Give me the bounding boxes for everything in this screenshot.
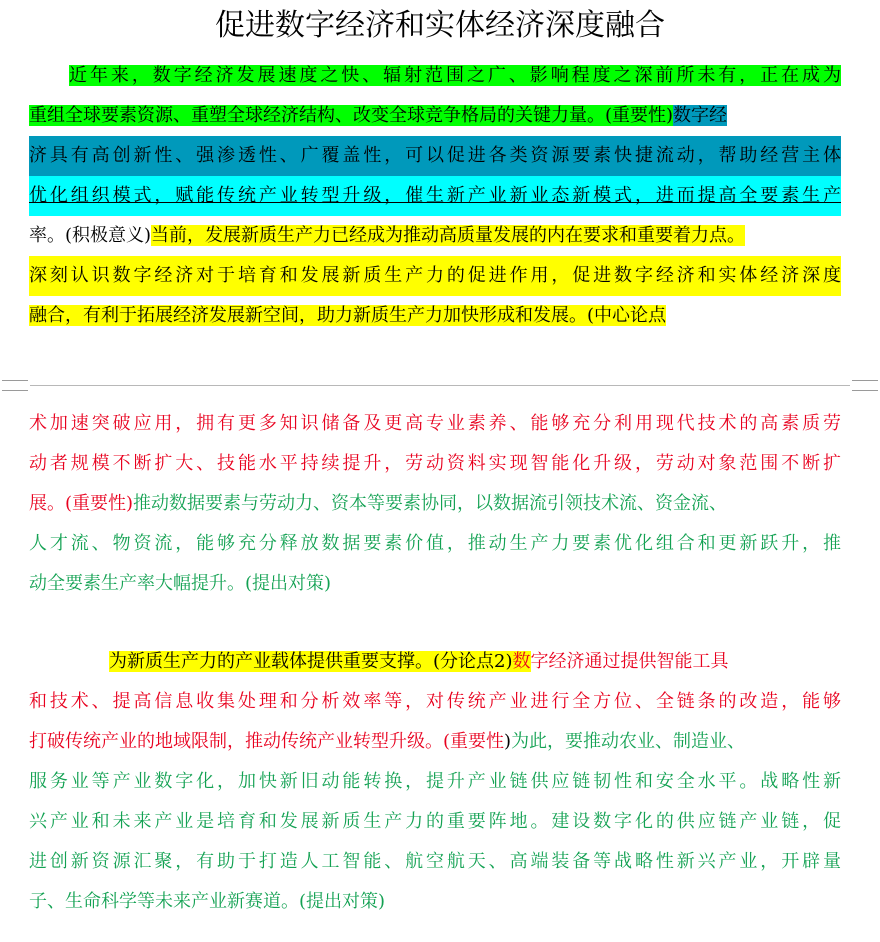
text-run: 当前，发展新质生产力已经成为推动高质量发展的内在要求和重要着力点。	[151, 225, 746, 246]
page-break-line	[30, 385, 850, 386]
text-line	[29, 842, 841, 882]
text-run: 为此，要推动农业、制造业、	[511, 731, 746, 752]
text-run: 和技术、提高信息收集处理和分析效率等，对传统产业进行全方位、全链条的改造，能够	[29, 691, 841, 712]
text-line	[29, 762, 841, 802]
text-run: 动者规模不断扩大、技能水平持续提升，劳动资料实现智能化升级，劳动对象范围不断扩	[29, 453, 841, 474]
text-line	[29, 682, 841, 722]
text-run: 济具有高创新性、强渗透性、广覆盖性，可以促进各类资源要素快捷流动，帮助经营主体	[29, 145, 841, 166]
text-run: 动全要素生产率大幅提升。(提出对策)	[29, 573, 332, 594]
text-run: 子、生命科学等未来产业新赛道。(提出对策)	[29, 891, 386, 912]
text-run: 近年来，数字经济发展速度之快、辐射范围之广、影响程度之深前所未有，正在成为	[69, 65, 841, 86]
text-run: 字经济通过提供智能工具	[530, 651, 729, 672]
text-line	[29, 136, 841, 176]
text-line	[29, 642, 841, 682]
text-line	[29, 96, 841, 136]
text-run: 数字经	[673, 105, 728, 126]
text-run: 深刻认识数字经济对于培育和发展新质生产力的促进作用，促进数字经济和实体经济深度	[29, 265, 841, 286]
text-run: 重组全球要素资源、重塑全球经济结构、改变全球竞争格局的关键力量。(重要性)	[29, 105, 674, 126]
text-run: 术加速突破应用，拥有更多知识储备及更高专业素养、能够充分利用现代技术的高素质劳	[29, 413, 841, 434]
text-run: )	[504, 731, 512, 752]
text-line	[29, 524, 841, 564]
text-run: 进创新资源汇聚，有助于打造人工智能、航空航天、高端装备等战略性新兴产业，开辟量	[29, 851, 841, 872]
text-line	[29, 56, 841, 96]
text-line	[29, 296, 841, 336]
text-run: 展。(重要性)	[29, 493, 134, 514]
page-break-marker	[852, 380, 878, 391]
text-line	[29, 444, 841, 484]
paragraph-intro	[29, 56, 841, 336]
text-run: 优化组织模式，赋能传统产业转型升级，催生新产业新业态新模式，进而提高全要素生产	[29, 185, 841, 206]
text-line	[29, 802, 841, 842]
page-break-marker	[2, 380, 28, 391]
paragraph-technology	[29, 404, 841, 604]
text-run: 人才流、物资流，能够充分释放数据要素价值，推动生产力要素优化组合和更新跃升，推	[29, 533, 841, 554]
text-line	[29, 564, 841, 604]
text-line	[29, 404, 841, 444]
text-run: 率。(积极意义)	[29, 225, 152, 246]
text-run: 为新质生产力的产业载体提供重要支撑。(分论点2)	[109, 651, 513, 672]
text-line	[29, 176, 841, 216]
paragraph-industry	[29, 642, 841, 922]
text-line	[29, 484, 841, 524]
document-title: 促进数字经济和实体经济深度融合	[215, 8, 665, 43]
text-run: 打破传统产业的地域限制，推动传统产业转型升级。(重要性	[29, 731, 505, 752]
text-run: 兴产业和未来产业是培育和发展新质生产力的重要阵地。建设数字化的供应链产业链，促	[29, 811, 841, 832]
text-run: 数	[512, 651, 531, 672]
text-line	[29, 216, 841, 256]
text-line	[29, 256, 841, 296]
text-run: 服务业等产业数字化，加快新旧动能转换，提升产业链供应链韧性和安全水平。战略性新	[29, 771, 841, 792]
text-run: 融合，有利于拓展经济发展新空间，助力新质生产力加快形成和发展。(中心论点	[29, 305, 667, 326]
text-line	[29, 882, 841, 922]
text-run: 推动数据要素与劳动力、资本等要素协同，以数据流引领技术流、资金流、	[133, 493, 728, 514]
text-line	[29, 722, 841, 762]
